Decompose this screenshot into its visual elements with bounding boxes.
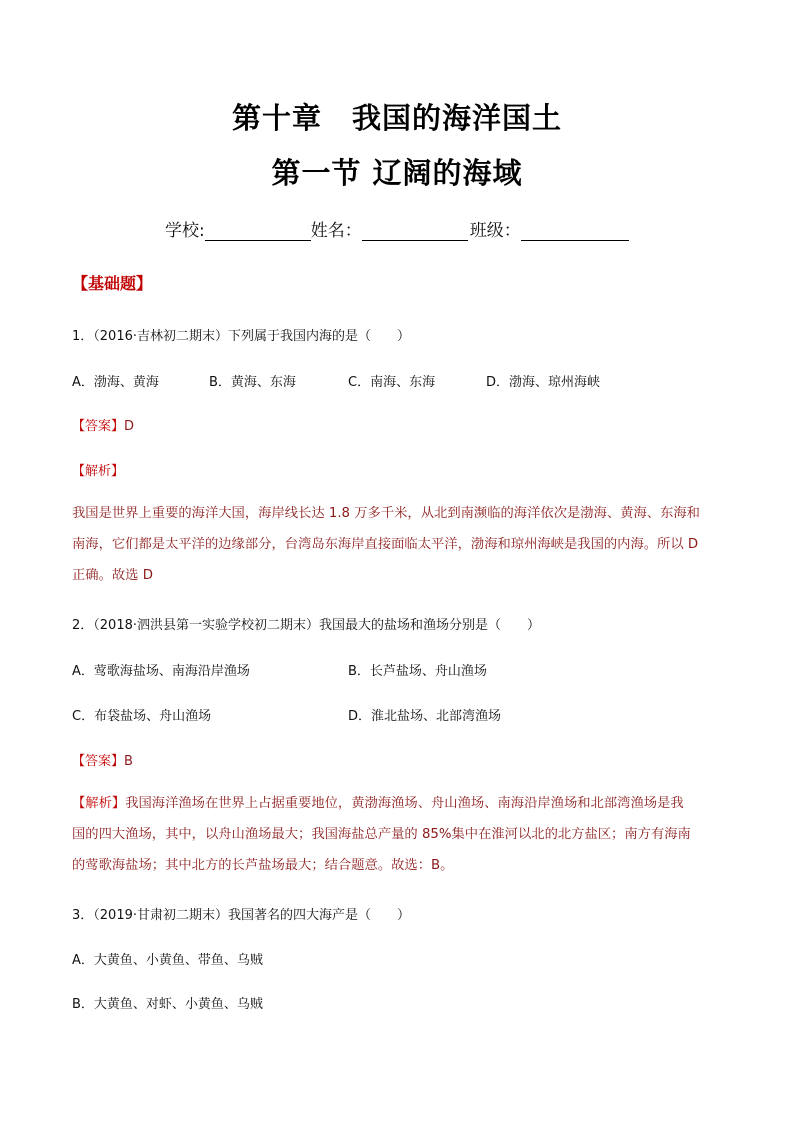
q1-option-c[interactable]: C．南海、东海: [348, 375, 436, 390]
q1-answer-tag: 【答案】: [72, 419, 125, 434]
question-1-stem: 1．（2016·吉林初二期末）下列属于我国内海的是（ ）: [72, 329, 410, 344]
question-3-stem: 3．（2019·甘肃初二期末）我国著名的四大海产是（ ）: [72, 908, 410, 923]
q3-option-a[interactable]: A．大黄鱼、小黄鱼、带鱼、乌贼: [72, 953, 263, 968]
q1-analysis-tag: 【解析】: [72, 464, 125, 479]
q2-analysis-line: 的莺歌海盐场；其中北方的长芦盐场最大；结合题意。故选：B。: [72, 858, 454, 873]
q1-analysis-line: 我国是世界上重要的海洋大国，海岸线长达 1.8 万多千米，从北到南濒临的海洋依次是渤海、黄海、东海和: [72, 506, 700, 521]
q1-option-a[interactable]: A．渤海、黄海: [72, 375, 159, 390]
q2-answer-line: [72, 750, 133, 769]
q2-option-d[interactable]: D．淮北盐场、北部湾渔场: [348, 709, 502, 724]
q2-answer-tag: 【答案】: [72, 754, 125, 769]
q1-analysis: [72, 498, 724, 591]
class-field[interactable]: [521, 220, 629, 241]
q1-option-d[interactable]: D．渤海、琼州海峡: [486, 375, 601, 390]
chapter-title: 第十章 我国的海洋国土: [231, 101, 562, 135]
q2-option-c[interactable]: C．布袋盐场、舟山渔场: [72, 709, 212, 724]
q2-analysis-line: 我国海洋渔场在世界上占据重要地位，黄渤海渔场、舟山渔场、南海沿岸渔场和北部湾渔场是我: [125, 796, 684, 811]
q1-analysis-line: 正确。故选 D: [72, 568, 153, 583]
q1-answer-line: [72, 415, 134, 434]
section-title: 第一节 辽阔的海域: [271, 156, 523, 190]
school-field[interactable]: [205, 220, 311, 241]
q1-option-b[interactable]: B．黄海、东海: [209, 375, 296, 390]
q1-analysis-line: 南海，它们都是太平洋的边缘部分，台湾岛东海岸直接面临太平洋，渤海和琼州海峡是我国的内海。所以 D: [72, 537, 699, 552]
q3-option-b[interactable]: B．大黄鱼、对虾、小黄鱼、乌贼: [72, 997, 263, 1012]
q2-analysis-tag: 【解析】: [72, 796, 126, 811]
section-heading: 【基础题】: [72, 274, 153, 293]
name-field[interactable]: [362, 220, 468, 241]
q2-answer-value: B: [124, 754, 133, 769]
name-label: 姓名：: [310, 221, 362, 241]
student-info-line: [165, 216, 629, 241]
class-label: 班级：: [469, 221, 521, 241]
q2-option-a[interactable]: A．莺歌海盐场、南海沿岸渔场: [72, 664, 250, 679]
q2-option-b[interactable]: B．长芦盐场、舟山渔场: [348, 664, 487, 679]
q2-analysis: [72, 788, 724, 881]
question-2-stem: 2．（2018·泗洪县第一实验学校初二期末）我国最大的盐场和渔场分别是（ ）: [72, 618, 540, 633]
q1-answer-value: D: [124, 419, 135, 434]
q2-analysis-line: 国的四大渔场，其中，以舟山渔场最大；我国海盐总产量的 85%集中在淮河以北的北方盐区；南方有海南: [72, 827, 691, 842]
q2-analysis-first-line: [72, 788, 724, 819]
school-label: 学校:: [165, 221, 205, 241]
